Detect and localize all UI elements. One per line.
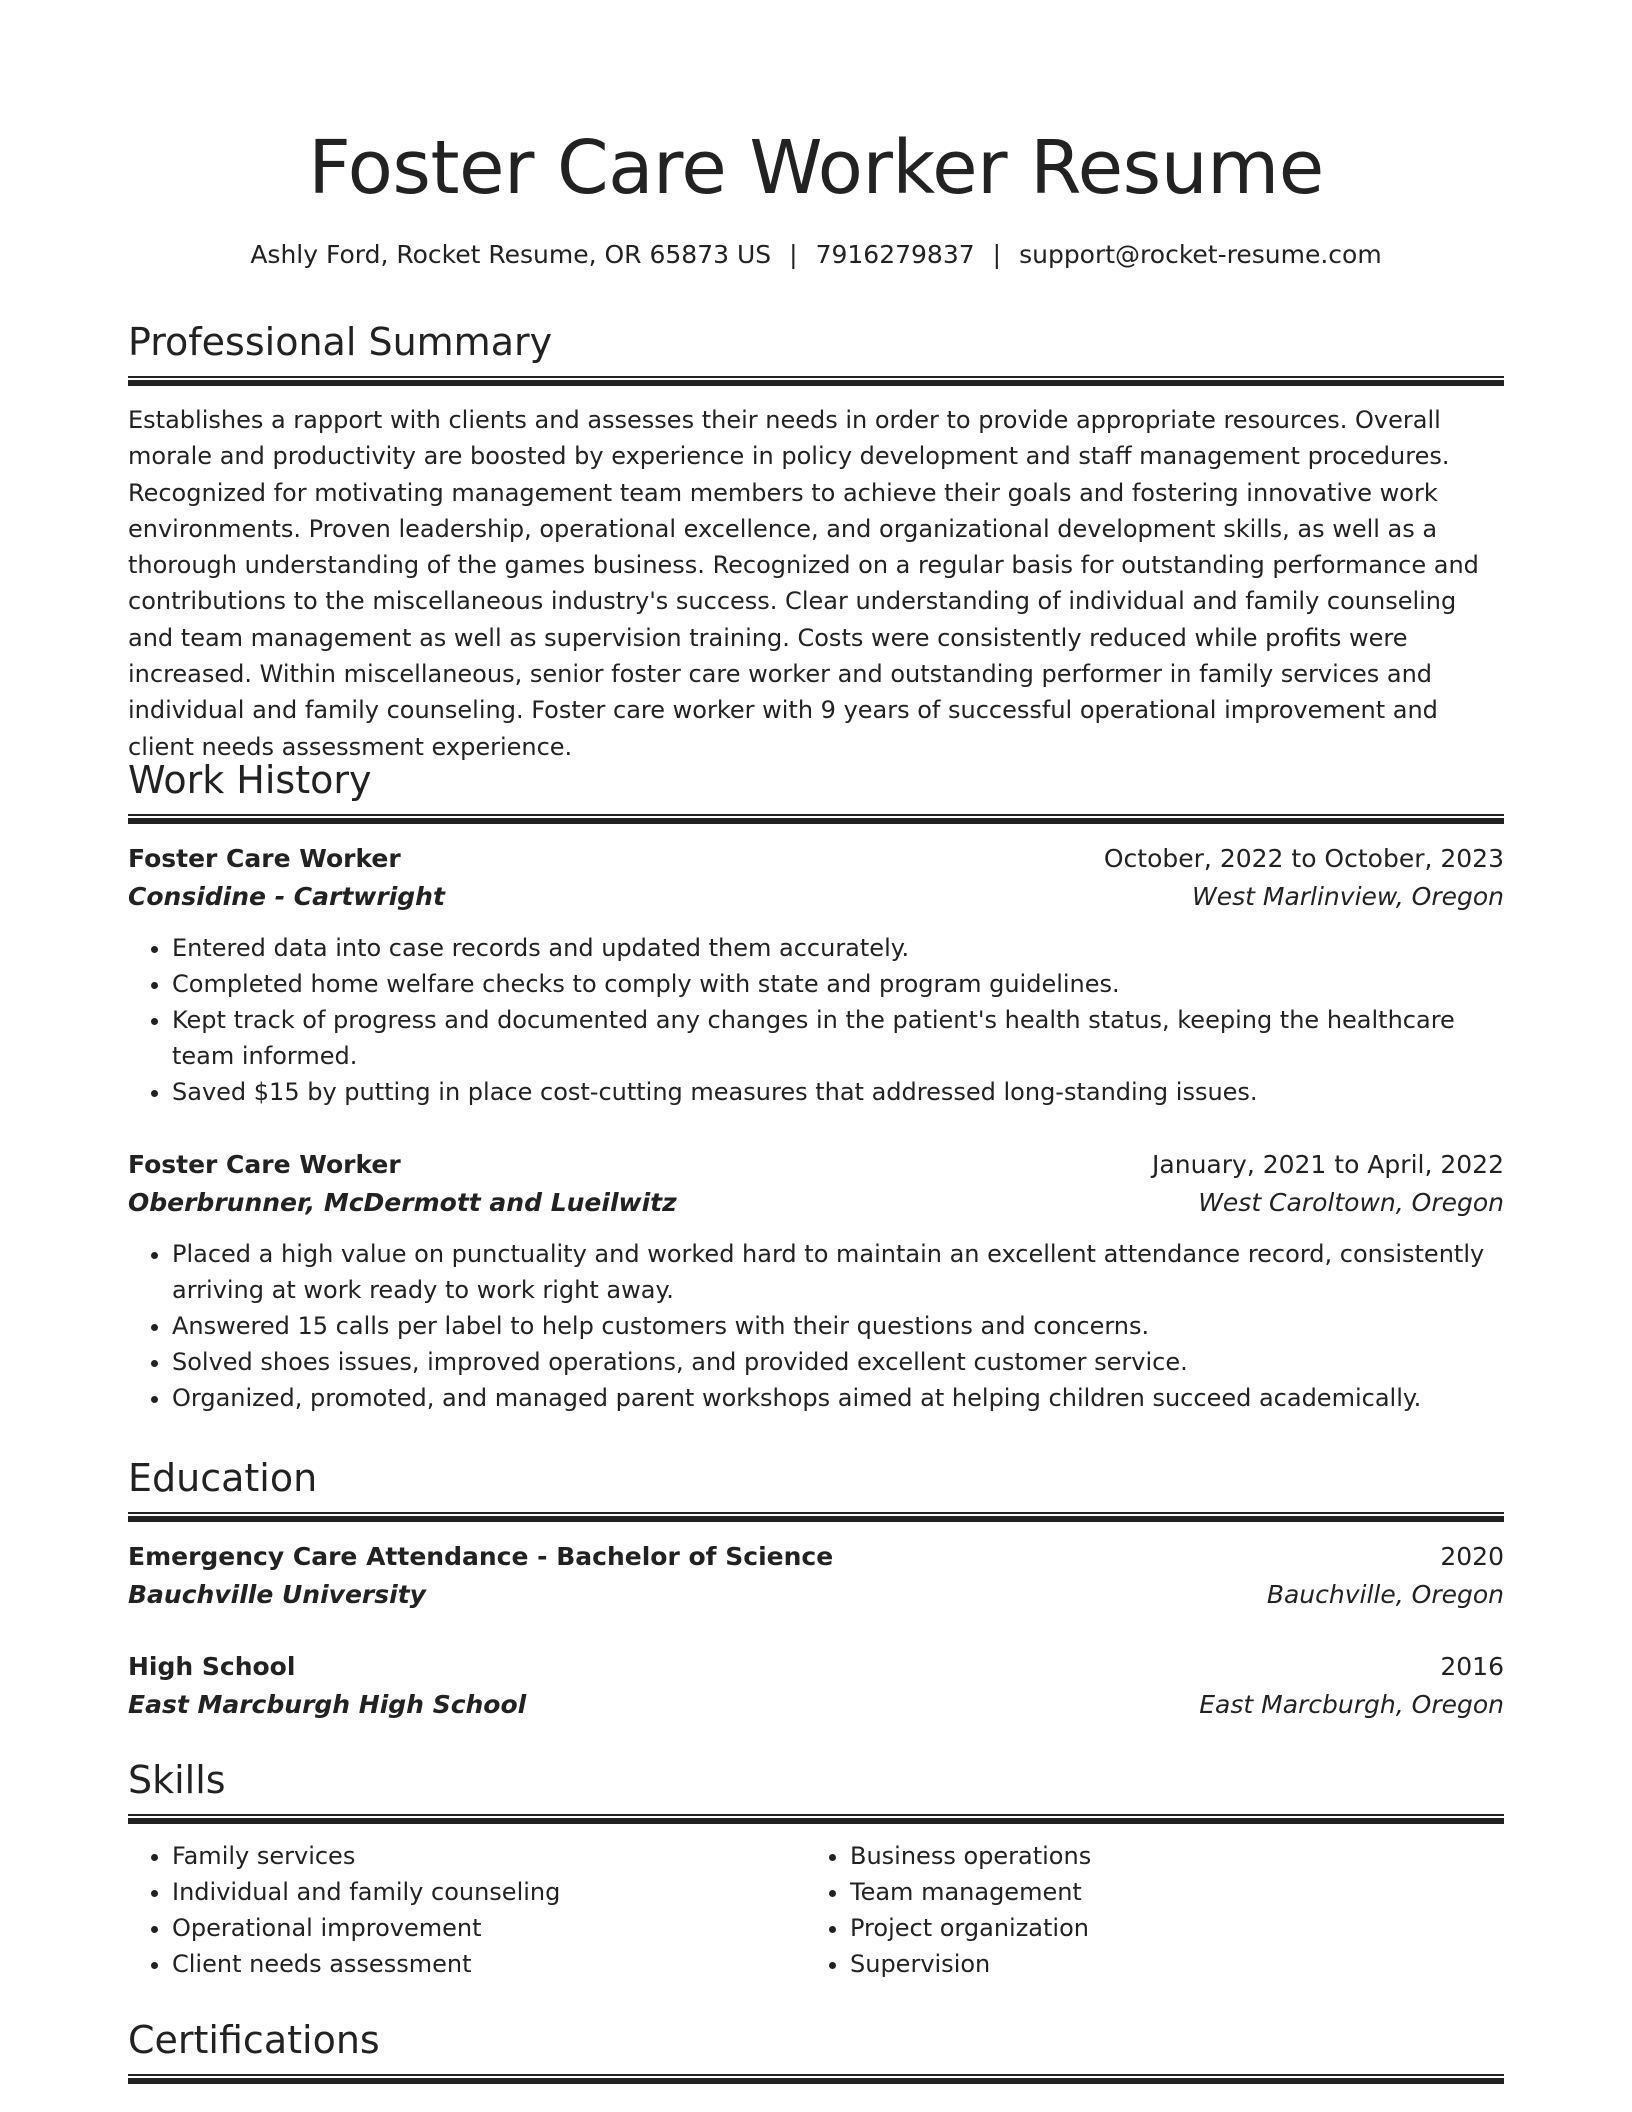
- list-item: • Kept track of progress and documented any changes in the patient's health status, keeping the healthcare team informed.: [172, 1002, 1504, 1074]
- list-item: • Operational improvement: [172, 1910, 806, 1946]
- school-name: Bauchville University: [128, 1580, 426, 1609]
- school-location: East Marcburgh, Oregon: [1199, 1690, 1504, 1719]
- summary-text: Establishes a rapport with clients and assesses their needs in order to provide appropriate resources. Overall morale and productivity are boosted by experience in policy development and staff management procedures. Recognized for motivating management team members to achieve their goals and fostering innovative work environments. Proven leadership, operational excellence, and organizational development skills, as well as a thorough understanding of the games business. Recognized on a regular basis for outstanding performance and contributions to the miscellaneous industry's success. Clear understanding of individual and family counseling and team management as well as supervision training. Costs were consistently reduced while profits were increased. Within miscellaneous, senior foster care worker and outstanding performer in family services and individual and family counseling. Foster care worker with 9 years of successful operational improvement and client needs assessment experience.: [128, 406, 1479, 761]
- job-company: Considine - Cartwright: [128, 882, 445, 911]
- list-item: • Project organization: [850, 1910, 1484, 1946]
- job-bullets: [128, 1236, 1504, 1416]
- list-item: • Completed home welfare checks to comply with state and program guidelines.: [172, 966, 1504, 1002]
- job-dates: January, 2021 to April, 2022: [1152, 1150, 1504, 1179]
- education-entry: [128, 1538, 1504, 1614]
- school-location: Bauchville, Oregon: [1266, 1580, 1504, 1609]
- degree-name: Emergency Care Attendance - Bachelor of Science: [128, 1542, 834, 1571]
- summary-section: [128, 318, 1504, 765]
- graduation-year: 2020: [1440, 1542, 1504, 1571]
- section-heading: Education: [128, 1456, 318, 1500]
- list-item: • Saved $15 by putting in place cost-cutting measures that addressed long-standing issues.: [172, 1074, 1504, 1110]
- skills-section: [128, 1756, 1504, 1982]
- job-title: Foster Care Worker: [128, 844, 401, 873]
- work-history-section: [128, 756, 1504, 1416]
- contact-separator: |: [789, 240, 798, 269]
- contact-phone: 7916279837: [815, 240, 975, 269]
- contact-line: [128, 237, 1504, 273]
- job-entry: [128, 840, 1504, 1110]
- section-heading: Certifications: [128, 2018, 380, 2062]
- list-item: • Client needs assessment: [172, 1946, 806, 1982]
- job-title: Foster Care Worker: [128, 1150, 401, 1179]
- list-item: • Business operations: [850, 1838, 1484, 1874]
- education-section: [128, 1454, 1504, 1724]
- education-entry: [128, 1648, 1504, 1724]
- contact-email: support@rocket-resume.com: [1019, 240, 1382, 269]
- skills-column-left: [128, 1838, 806, 1982]
- job-company: Oberbrunner, McDermott and Lueilwitz: [128, 1188, 677, 1217]
- school-name: East Marcburgh High School: [128, 1690, 527, 1719]
- section-divider: [128, 376, 1504, 386]
- contact-separator: |: [992, 240, 1002, 269]
- list-item: • Answered 15 calls per label to help customers with their questions and concerns.: [172, 1308, 1504, 1344]
- contact-address: Ashly Ford, Rocket Resume, OR 65873 US: [250, 240, 772, 269]
- section-divider: [128, 1512, 1504, 1522]
- list-item: • Individual and family counseling: [172, 1874, 806, 1910]
- section-divider: [128, 814, 1504, 824]
- graduation-year: 2016: [1440, 1652, 1504, 1681]
- job-dates: October, 2022 to October, 2023: [1103, 844, 1504, 873]
- job-entry: [128, 1146, 1504, 1416]
- list-item: • Entered data into case records and updated them accurately.: [172, 930, 1504, 966]
- resume-title: Foster Care Worker Resume: [308, 125, 1324, 211]
- section-heading: Professional Summary: [128, 320, 553, 364]
- list-item: • Placed a high value on punctuality and worked hard to maintain an excellent attendance record, consistently arriving at work ready to work right away.: [172, 1236, 1504, 1308]
- skills-grid: [128, 1838, 1504, 1982]
- list-item: • Solved shoes issues, improved operations, and provided excellent customer service.: [172, 1344, 1504, 1380]
- list-item: • Team management: [850, 1874, 1484, 1910]
- degree-name: High School: [128, 1652, 296, 1681]
- job-location: West Caroltown, Oregon: [1198, 1188, 1504, 1217]
- certifications-section: [128, 2016, 1504, 2084]
- list-item: • Organized, promoted, and managed parent workshops aimed at helping children succeed academically.: [172, 1380, 1504, 1416]
- job-bullets: [128, 930, 1504, 1110]
- list-item: • Family services: [172, 1838, 806, 1874]
- list-item: • Supervision: [850, 1946, 1484, 1982]
- section-divider: [128, 1814, 1504, 1824]
- skills-column-right: [806, 1838, 1484, 1982]
- job-location: West Marlinview, Oregon: [1192, 882, 1504, 911]
- section-heading: Skills: [128, 1758, 226, 1802]
- section-divider: [128, 2074, 1504, 2084]
- resume-page: [128, 0, 1504, 2062]
- section-heading: Work History: [128, 758, 372, 802]
